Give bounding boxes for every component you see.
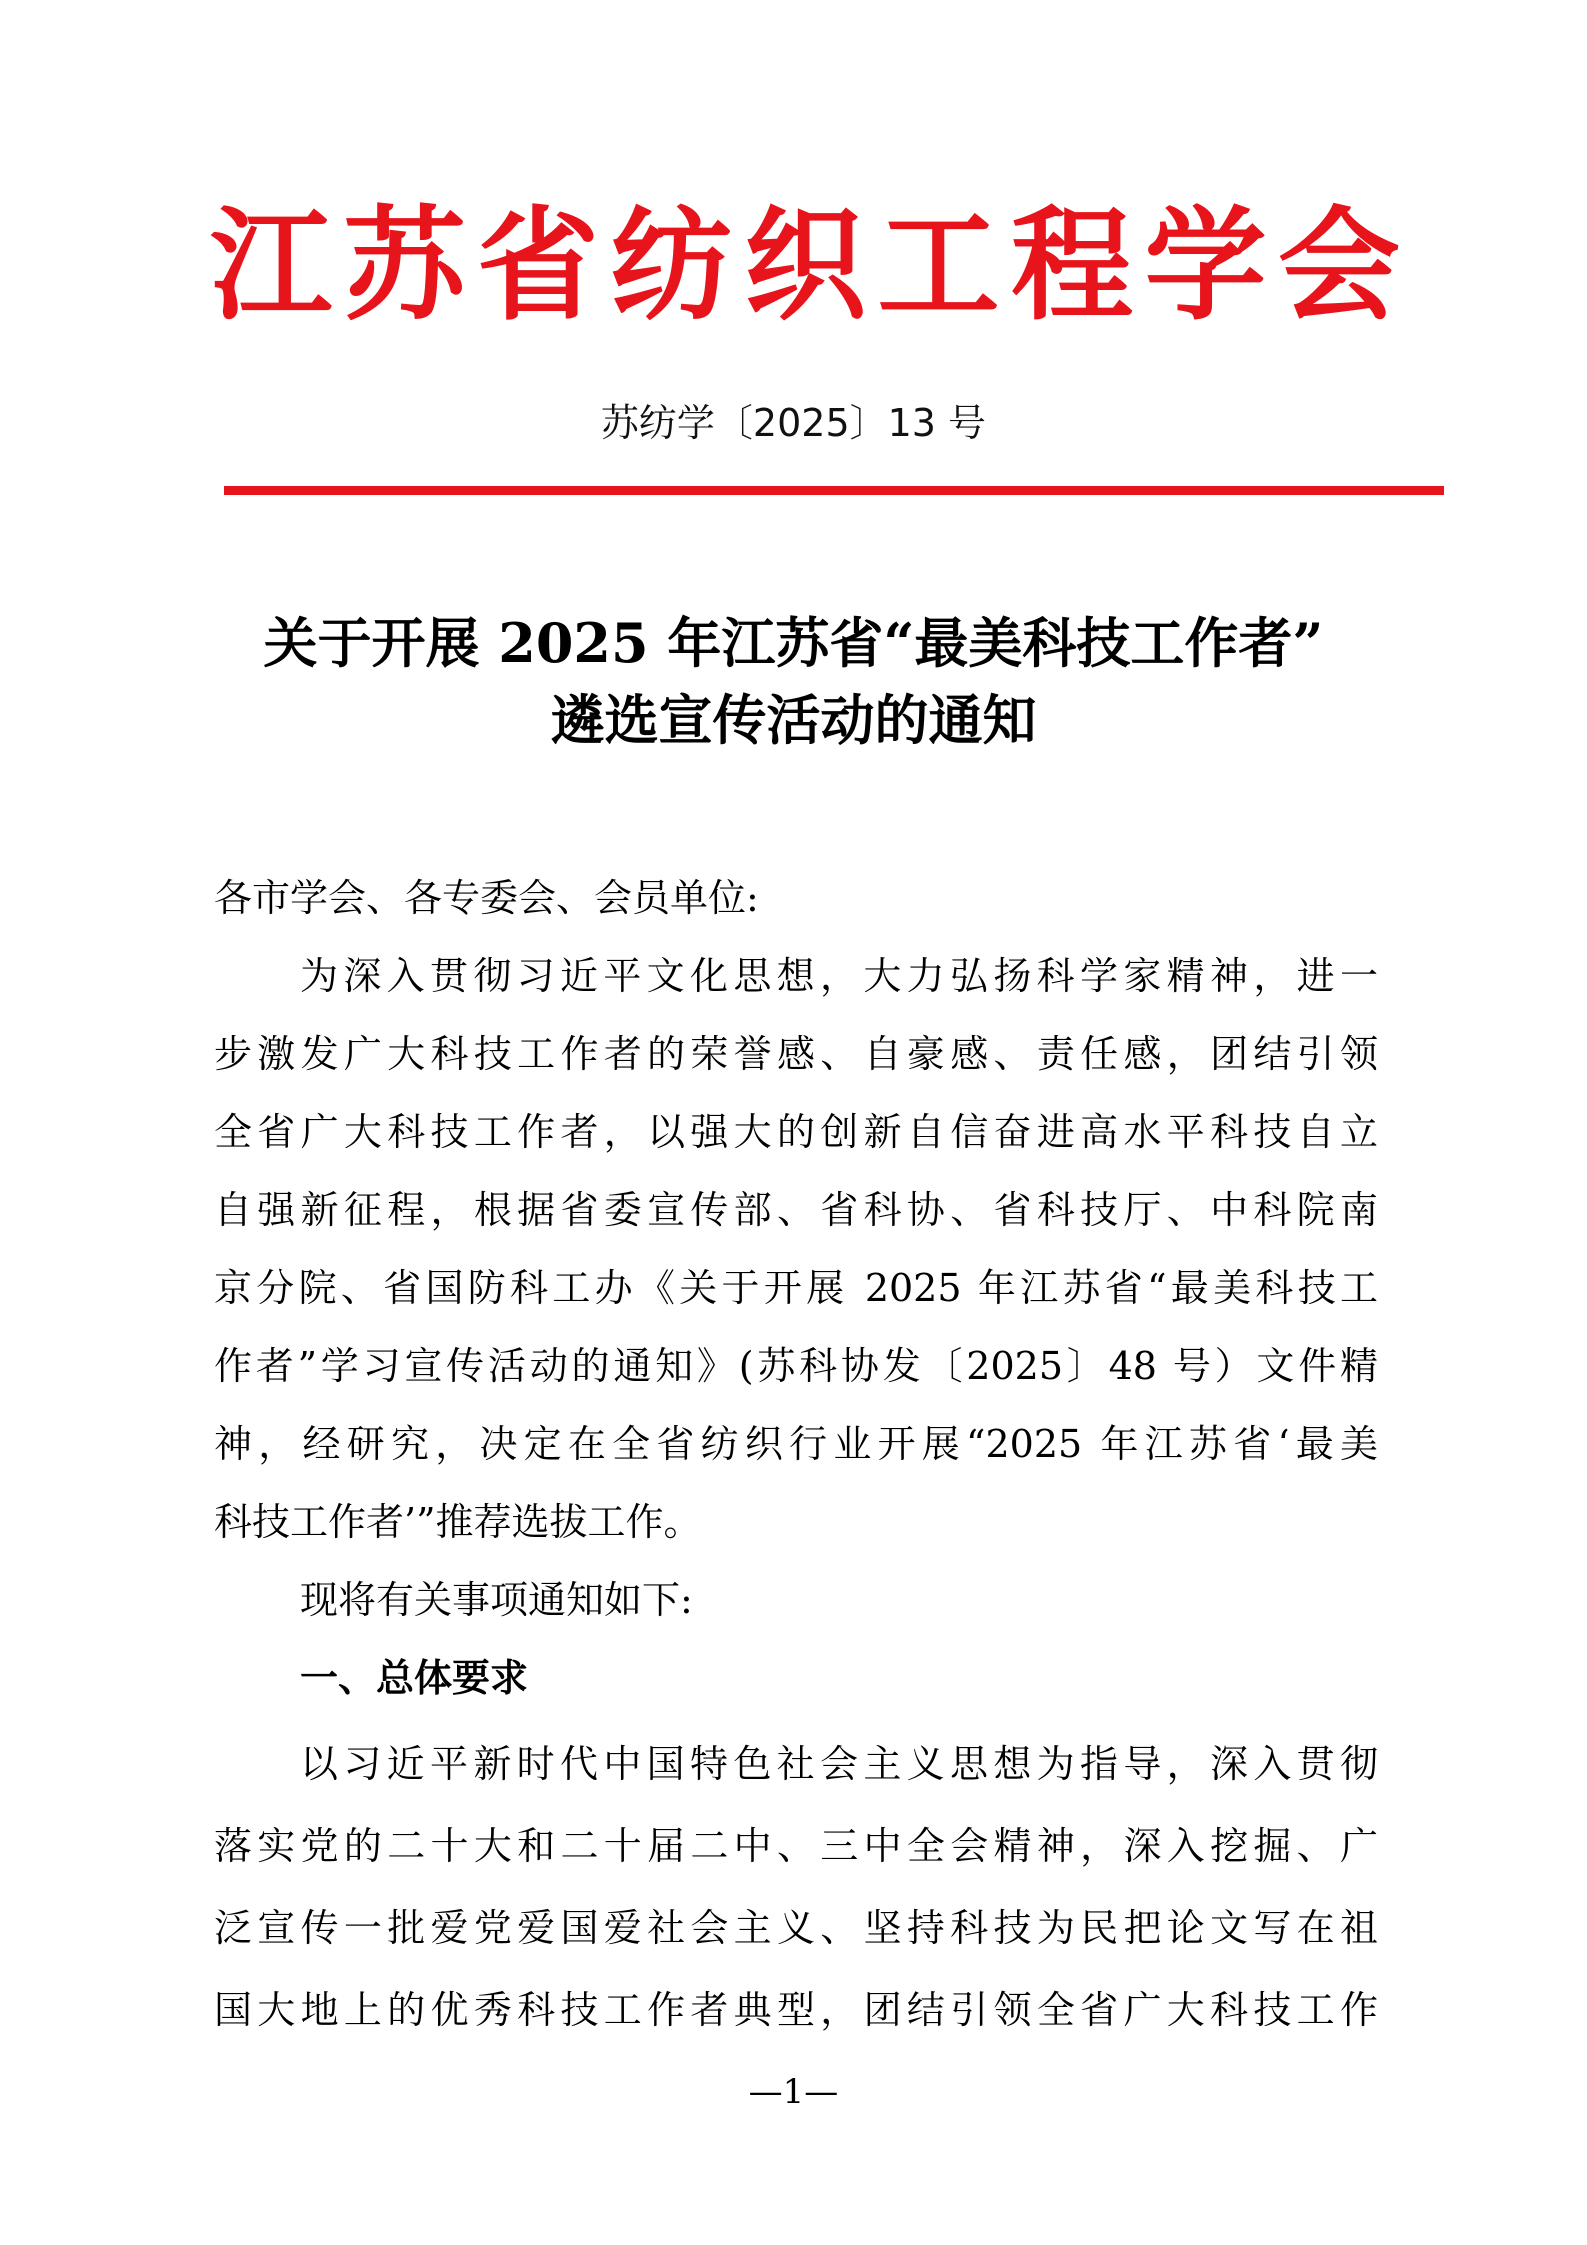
paragraph-line: 步激发广大科技工作者的荣誉感、自豪感、责任感，团结引领 — [214, 1032, 1378, 1076]
salutation: 各市学会、各专委会、会员单位: — [214, 876, 759, 920]
paragraph-line: 科技工作者’”推荐选拔工作。 — [214, 1500, 702, 1544]
paragraph-line: 作者”学习宣传活动的通知》(苏科协发〔2025〕48 号）文件精 — [214, 1344, 1378, 1388]
notice-title-line-1: 关于开展 2025 年江苏省“最美科技工作者” — [263, 611, 1324, 675]
page-number: —1— — [748, 2072, 839, 2112]
paragraph-line: 以习近平新时代中国特色社会主义思想为指导，深入贯彻 — [300, 1742, 1378, 1786]
paragraph-line: 落实党的二十大和二十届二中、三中全会精神，深入挖掘、广 — [214, 1824, 1378, 1868]
paragraph-line: 国大地上的优秀科技工作者典型，团结引领全省广大科技工作 — [214, 1988, 1378, 2032]
paragraph-line: 自强新征程，根据省委宣传部、省科协、省科技厅、中科院南 — [214, 1188, 1378, 1232]
paragraph-line: 泛宣传一批爱党爱国爱社会主义、坚持科技为民把论文写在祖 — [214, 1906, 1378, 1950]
paragraph-line: 现将有关事项通知如下: — [300, 1578, 693, 1622]
document-number: 苏纺学〔2025〕13 号 — [600, 401, 987, 445]
red-divider-line — [224, 486, 1444, 495]
paragraph-line: 为深入贯彻习近平文化思想，大力弘扬科学家精神，进一 — [300, 954, 1378, 998]
section-heading: 一、总体要求 — [300, 1655, 529, 1700]
notice-title-line-2: 遴选宣传活动的通知 — [550, 688, 1037, 752]
paragraph-line: 神，经研究，决定在全省纺织行业开展“2025 年江苏省‘最美 — [214, 1422, 1378, 1466]
org-name-header: 江苏省纺织工程学会 — [210, 193, 1400, 337]
paragraph-line: 全省广大科技工作者，以强大的创新自信奋进高水平科技自立 — [214, 1110, 1378, 1154]
paragraph-line: 京分院、省国防科工办《关于开展 2025 年江苏省“最美科技工 — [214, 1266, 1378, 1310]
